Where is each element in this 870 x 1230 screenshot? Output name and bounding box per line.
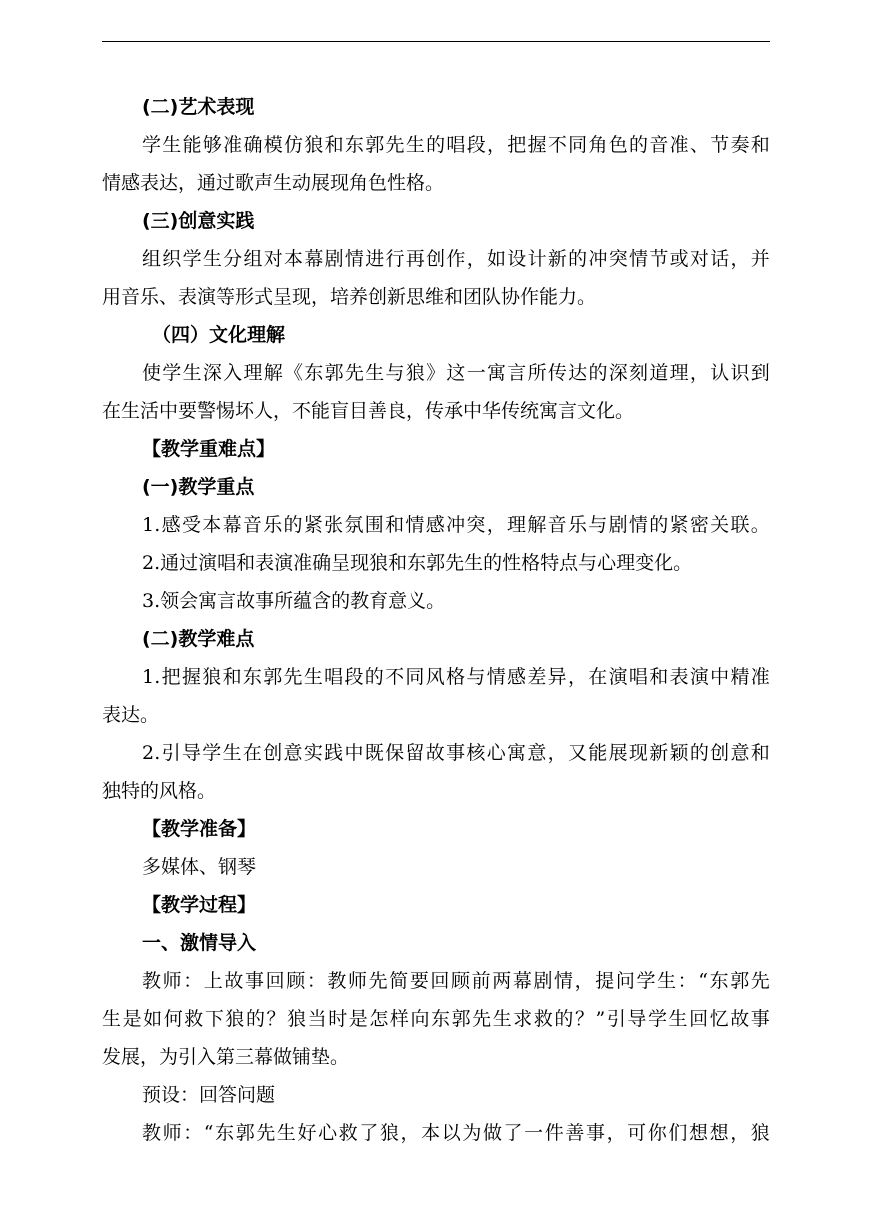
paragraph-line: 1.把握狼和东郭先生唱段的不同风格与情感差异，在演唱和表演中精准: [142, 666, 770, 688]
section-heading: (一)教学重点: [142, 476, 255, 498]
paragraph-line: 3.领会寓言故事所蕴含的教育意义。: [142, 590, 446, 612]
paragraph-line: 发展，为引入第三幕做铺垫。: [102, 1046, 350, 1068]
section-heading: (三)创意实践: [142, 210, 255, 232]
paragraph-line: 独特的风格。: [102, 780, 217, 802]
paragraph-line: 教师：“东郭先生好心救了狼，本以为做了一件善事，可你们想想，狼: [142, 1122, 770, 1144]
paragraph-line: 组织学生分组对本幕剧情进行再创作，如设计新的冲突情节或对话，并: [142, 248, 770, 270]
document-body: [102, 88, 770, 1152]
paragraph-line: 多媒体、钢琴: [142, 856, 257, 878]
section-heading: (二)艺术表现: [142, 96, 255, 118]
paragraph-line: 2.引导学生在创意实践中既保留故事核心寓意，又能展现新颖的创意和: [142, 742, 770, 764]
header-rule: [102, 41, 770, 42]
section-heading: 一、激情导入: [142, 932, 257, 954]
section-heading: 【教学过程】: [142, 894, 257, 916]
section-heading: （四）文化理解: [152, 324, 286, 346]
paragraph-line: 预设：回答问题: [142, 1084, 276, 1106]
paragraph-line: 在生活中要警惕坏人，不能盲目善良，传承中华传统寓言文化。: [102, 400, 635, 422]
paragraph-line: 1.感受本幕音乐的紧张氛围和情感冲突，理解音乐与剧情的紧密关联。: [142, 514, 770, 536]
paragraph-line: 生是如何救下狼的？狼当时是怎样向东郭先生求救的？”引导学生回忆故事: [102, 1008, 770, 1030]
paragraph-line: 用音乐、表演等形式呈现，培养创新思维和团队协作能力。: [102, 286, 597, 308]
section-heading: 【教学重难点】: [142, 438, 276, 460]
paragraph-line: 学生能够准确模仿狼和东郭先生的唱段，把握不同角色的音准、节奏和: [142, 134, 770, 156]
section-heading: 【教学准备】: [142, 818, 257, 840]
paragraph-line: 2.通过演唱和表演准确呈现狼和东郭先生的性格特点与心理变化。: [142, 552, 693, 574]
paragraph-line: 情感表达，通过歌声生动展现角色性格。: [102, 172, 445, 194]
section-heading: (二)教学难点: [142, 628, 255, 650]
paragraph-line: 教师：上故事回顾：教师先简要回顾前两幕剧情，提问学生：“东郭先: [142, 970, 770, 992]
paragraph-line: 表达。: [102, 704, 160, 726]
paragraph-line: 使学生深入理解《东郭先生与狼》这一寓言所传达的深刻道理，认识到: [142, 362, 770, 384]
